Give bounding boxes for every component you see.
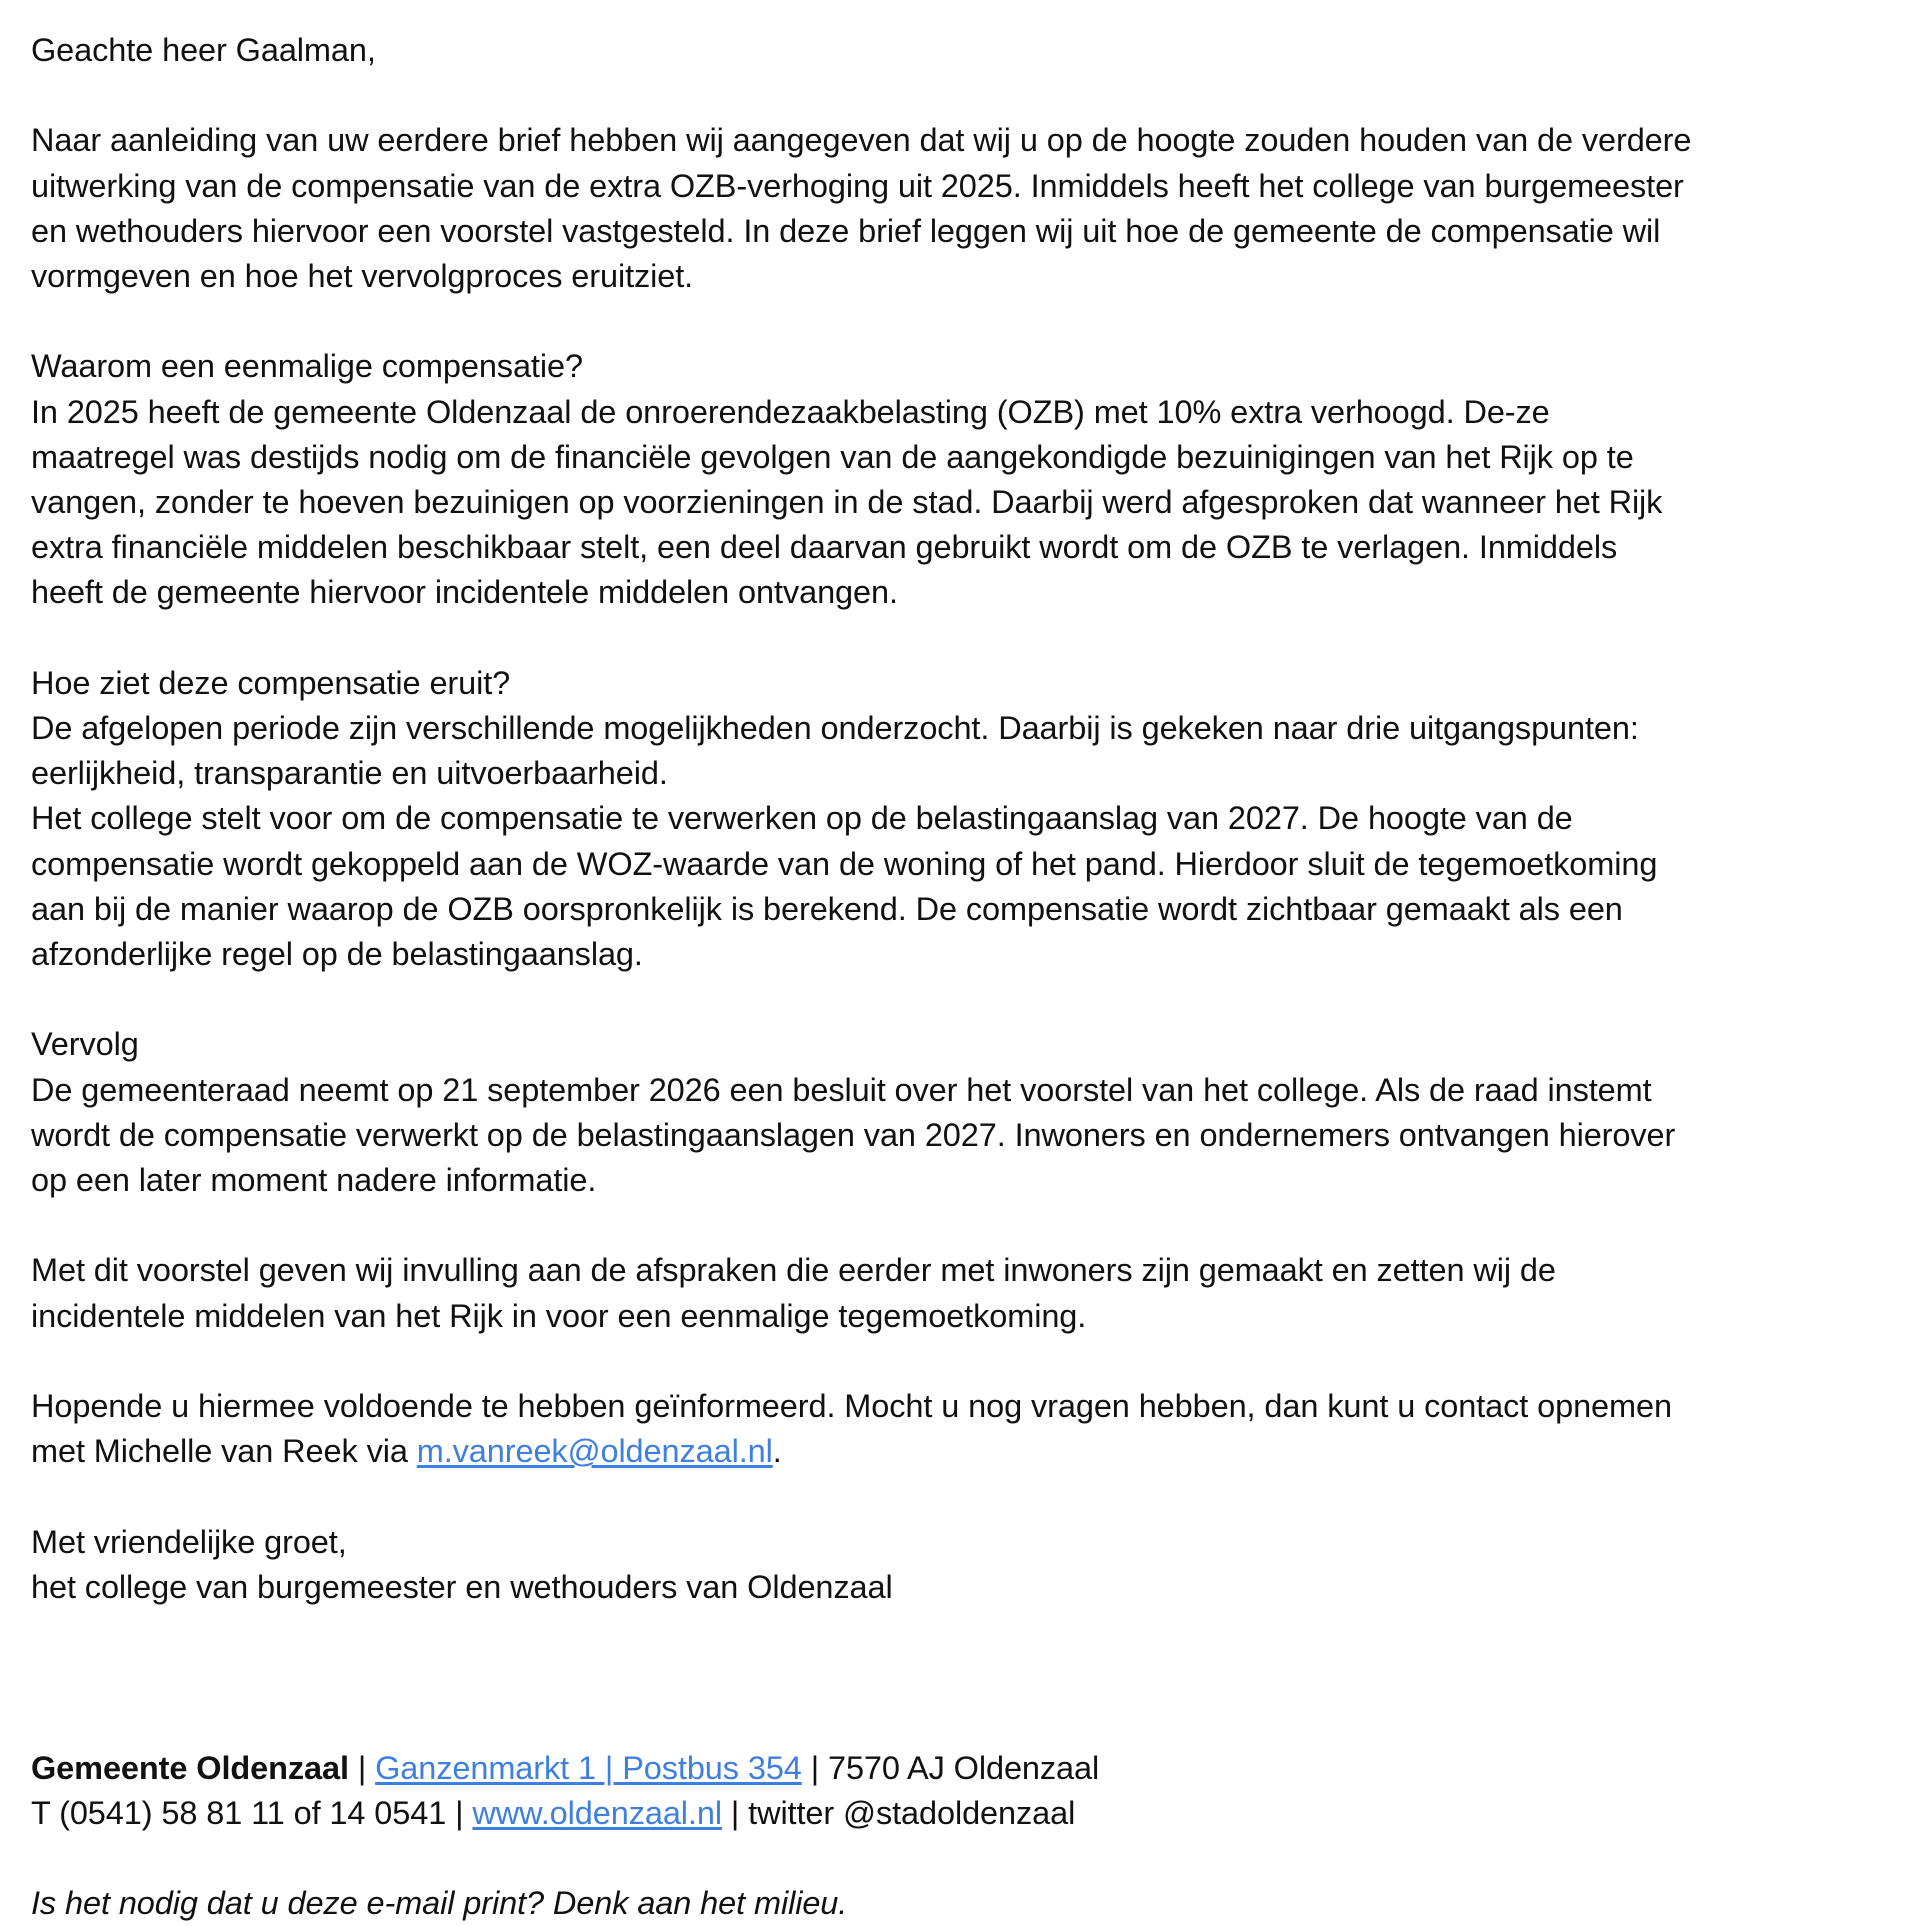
postcode-text: | 7570 AJ Oldenzaal [801, 1749, 1100, 1786]
footer-signature [31, 1746, 1911, 1836]
footer-separator: | [348, 1749, 376, 1786]
paragraph-spacer [31, 1836, 1911, 1881]
section-heading: Hoe ziet deze compensatie eruit? [31, 664, 511, 701]
paragraph-spacer [31, 299, 1911, 344]
paragraph-spacer [31, 977, 1911, 1022]
section-line: maatregel was destijds nodig om de financiële gevolgen van de aangekondigde bezuinigingen van het Rijk op te [31, 438, 1634, 475]
contact-line-with-email [31, 1429, 1911, 1474]
closing-line: Met dit voorstel geven wij invulling aan de afspraken die eerder met inwoners zijn gemaakt en zetten wij de [31, 1252, 1556, 1289]
phone-text: T (0541) 58 81 11 of 14 0541 | [31, 1794, 473, 1831]
paragraph-spacer [31, 1203, 1911, 1248]
sender-text: het college van burgemeester en wethouders van Oldenzaal [31, 1568, 893, 1605]
contact-paragraph [31, 1384, 1911, 1474]
section-how [31, 661, 1911, 977]
section-line: vangen, zonder te hoeven bezuinigen op voorzieningen in de stad. Daarbij werd afgesproken dat wanneer het Rijk [31, 484, 1663, 520]
paragraph-spacer [31, 73, 1911, 118]
section-line: afzonderlijke regel op de belastingaanslag. [31, 936, 643, 973]
regards-text: Met vriendelijke groet, [31, 1523, 347, 1560]
signature-spacer [31, 1610, 1911, 1746]
intro-line: vormgeven en hoe het vervolgproces eruitziet. [31, 258, 694, 294]
intro-paragraph [31, 118, 1911, 299]
section-line: De gemeenteraad neemt op 21 september 2026 een besluit over het voorstel van het college. Als de raad instemt [31, 1071, 1652, 1108]
intro-line: uitwerking van de compensatie van de extra OZB-verhoging uit 2025. Inmiddels heeft het college van burgemeester [31, 167, 1684, 204]
section-line: extra financiële middelen beschikbaar stelt, een deel daarvan gebruikt wordt om de OZB te verlagen. Inmiddels [31, 529, 1618, 566]
intro-line: en wethouders hiervoor een voorstel vastgesteld. In deze brief leggen wij uit hoe de gemeente de compensatie wil [31, 212, 1661, 249]
section-why [31, 344, 1911, 615]
contact-prefix: met Michelle van Reek via [31, 1433, 417, 1470]
closing-paragraph [31, 1248, 1911, 1338]
section-heading: Waarom een eenmalige compensatie? [31, 348, 583, 385]
section-line: eerlijkheid, transparantie en uitvoerbaarheid. [31, 755, 668, 792]
org-name: Gemeente Oldenzaal [31, 1749, 349, 1786]
intro-line: Naar aanleiding van uw eerdere brief hebben wij aangegeven dat wij u op de hoogte zouden houden van de verdere [31, 122, 1692, 159]
section-line: heeft de gemeente hiervoor incidentele middelen ontvangen. [31, 574, 898, 611]
address-link[interactable]: Ganzenmarkt 1 | Postbus 354 [375, 1749, 802, 1786]
contact-suffix: . [772, 1433, 782, 1470]
paragraph-spacer [31, 616, 1911, 661]
section-line: op een later moment nadere informatie. [31, 1162, 597, 1199]
section-line: De afgelopen periode zijn verschillende mogelijkheden onderzocht. Daarbij is gekeken naar drie uitgangspunten: [31, 710, 1639, 746]
contact-line: Hopende u hiermee voldoende te hebben geïnformeerd. Mocht u nog vragen hebben, dan kunt u contact opnemen [31, 1388, 1672, 1424]
closing-line: incidentele middelen van het Rijk in voor een eenmalige tegemoetkoming. [31, 1297, 1087, 1334]
section-line: Het college stelt voor om de compensatie te verwerken op de belastingaanslag van 2027. De hoogte van de [31, 800, 1573, 837]
paragraph-spacer [31, 1339, 1911, 1384]
footer-address-line [31, 1746, 1911, 1791]
print-notice: Is het nodig dat u deze e-mail print? Denk aan het milieu. [31, 1885, 848, 1922]
section-heading: Vervolg [31, 1026, 139, 1063]
footer-contact-line [31, 1791, 1911, 1836]
section-line: aan bij de manier waarop de OZB oorspronkelijk is berekend. De compensatie wordt zichtbaar gemaakt als een [31, 890, 1623, 927]
section-line: In 2025 heeft de gemeente Oldenzaal de onroerendezaakbelasting (OZB) met 10% extra verhoogd. De-ze [31, 393, 1550, 430]
website-link[interactable]: www.oldenzaal.nl [472, 1794, 722, 1831]
section-next [31, 1022, 1911, 1203]
signoff [31, 1520, 1911, 1610]
greeting: Geachte heer Gaalman, [31, 32, 376, 68]
email-body [31, 28, 1911, 1926]
section-line: wordt de compensatie verwerkt op de belastingaanslagen van 2027. Inwoners en ondernemers ontvangen hierover [31, 1116, 1676, 1153]
contact-email-link[interactable]: m.vanreek@oldenzaal.nl [416, 1433, 773, 1470]
paragraph-spacer [31, 1474, 1911, 1519]
twitter-text: | twitter @stadoldenzaal [721, 1794, 1076, 1831]
section-line: compensatie wordt gekoppeld aan de WOZ-waarde van de woning of het pand. Hierdoor sluit de tegemoetkoming [31, 845, 1658, 882]
